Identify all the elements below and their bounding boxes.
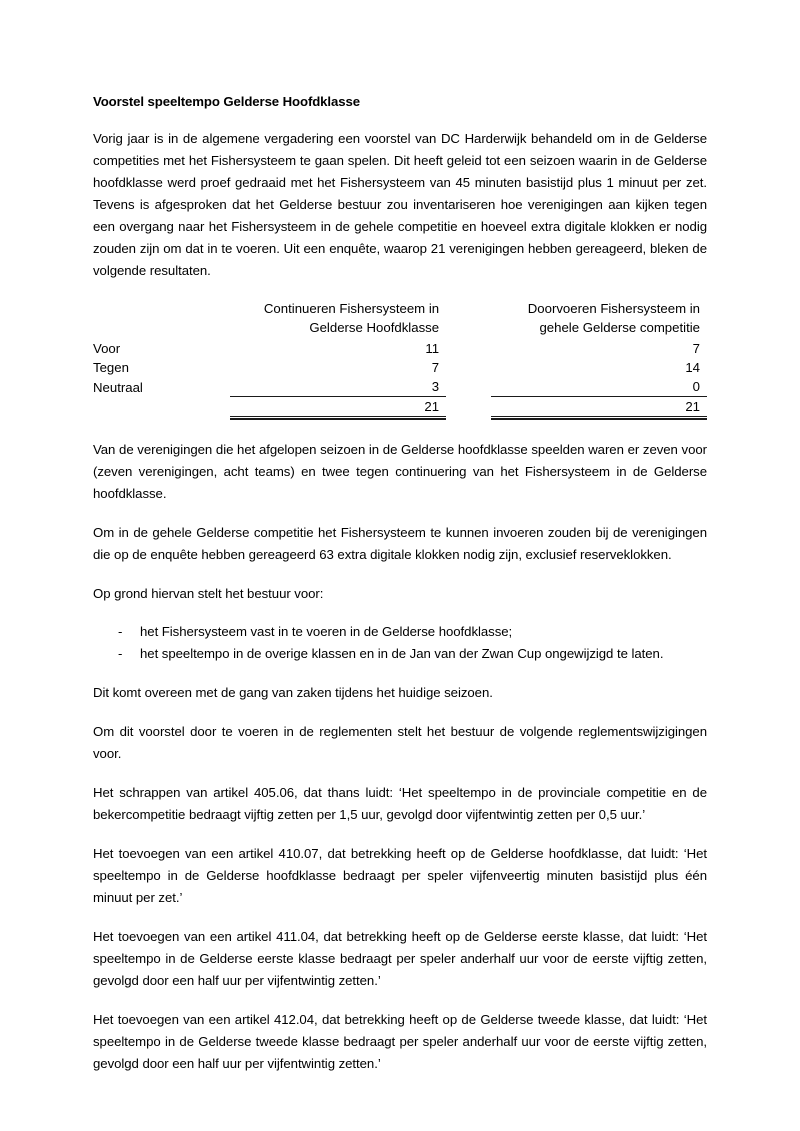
row-label-tegen: Tegen xyxy=(93,360,129,375)
total-col1 xyxy=(230,397,446,417)
header-gap-cell xyxy=(446,299,491,339)
column-header-doorvoeren-line1: Doorvoeren Fishersysteem in xyxy=(527,301,700,316)
paragraph-current-season: Dit komt overeen met de gang van zaken tijdens het huidige seizoen. xyxy=(93,685,493,700)
table-row xyxy=(93,339,707,358)
total-col2 xyxy=(491,397,707,417)
total-col2-double-rule xyxy=(491,418,707,420)
row-label-voor: Voor xyxy=(93,341,121,356)
row-gap-cell xyxy=(446,339,491,358)
row-voor-col2: 7 xyxy=(692,341,700,356)
paragraph-proposal-intro: Op grond hiervan stelt het bestuur voor: xyxy=(93,586,324,601)
list-item-label: het Fishersysteem vast in te voeren in de Gelderse hoofdklasse; xyxy=(140,624,513,639)
table-row xyxy=(93,377,707,397)
paragraph-intro: Vorig jaar is in de algemene vergadering een voorstel van DC Harderwijk behandeld om in de Gelderse competities met het Fishersysteem te gaan spelen. Dit heeft geleid tot een seizoen waarin in de Gelderse hoofdklasse werd proef gedraaid met het Fishersysteem van 45 minuten basistijd plus 1 minuut per zet. Tevens is afgesproken dat het Gelderse bestuur zou inventariseren hoe verenigingen aan kijken tegen een overgang naar het Fishersysteem in de gehele competitie en hoeveel extra digitale klokken er nodig zouden zijn om dat in te voeren. Uit een enquête, waarop 21 verenigingen hebben gereageerd, bleken de volgende resultaten. xyxy=(93,131,707,278)
paragraph-article-412: Het toevoegen van een artikel 412.04, dat betrekking heeft op de Gelderse tweede klasse, dat luidt: ‘Het speeltempo in de Gelderse tweede klasse bedraagt per speler anderhalf uur voor de eerste vijftig zetten, gevolgd door een half uur per vijfentwintig zetten.’ xyxy=(93,1012,707,1071)
row-neutraal-col1: 3 xyxy=(230,377,446,397)
paragraph-article-410: Het toevoegen van een artikel 410.07, dat betrekking heeft op de Gelderse hoofdklasse, dat luidt: ‘Het speeltempo in de Gelderse hoofdklasse bedraagt per speler vijfenveertig minuten basistijd plus één minuut per zet.’ xyxy=(93,846,707,905)
row-tegen-col1: 7 xyxy=(431,360,440,375)
total-col2-value: 21 xyxy=(685,399,700,414)
header-empty-cell xyxy=(93,299,230,339)
row-gap-cell xyxy=(446,377,491,397)
column-header-continueren xyxy=(230,299,446,339)
column-header-continueren-line2: Gelderse Hoofdklasse xyxy=(309,320,440,335)
row-neutraal-col2: 0 xyxy=(491,377,707,397)
total-label xyxy=(93,397,230,417)
column-header-continueren-line1: Continueren Fishersysteem in xyxy=(263,301,440,316)
total-col1-value: 21 xyxy=(424,399,440,414)
table-header xyxy=(93,299,707,339)
column-header-doorvoeren-line2: gehele Gelderse competitie xyxy=(539,320,700,335)
list-item xyxy=(93,621,707,643)
page-title: Voorstel speeltempo Gelderse Hoofdklasse xyxy=(93,94,360,109)
total-gap-cell xyxy=(446,397,491,417)
paragraph-hoofdklasse-results: Van de verenigingen die het afgelopen seizoen in de Gelderse hoofdklasse speelden waren er zeven voor (zeven verenigingen, acht teams) en twee tegen continuering van het Fishersysteem in de Gelderse hoofdklasse. xyxy=(93,442,707,501)
column-header-doorvoeren xyxy=(491,299,707,339)
row-tegen-col2: 14 xyxy=(685,360,700,375)
proposal-list xyxy=(93,621,707,665)
row-label-neutraal: Neutraal xyxy=(93,379,143,395)
row-voor-col1: 11 xyxy=(425,341,440,356)
list-item-label: het speeltempo in de overige klassen en in de Jan van der Zwan Cup ongewijzigd te laten. xyxy=(140,646,664,661)
table-header-row xyxy=(93,299,707,339)
survey-results-table xyxy=(93,299,707,417)
dash-bullet-icon: - xyxy=(118,624,123,639)
paragraph-regulations-intro: Om dit voorstel door te voeren in de reglementen stelt het bestuur de volgende reglementswijzigingen voor. xyxy=(93,724,707,761)
paragraph-klokken-needed: Om in de gehele Gelderse competitie het Fishersysteem te kunnen invoeren zouden bij de verenigingen die op de enquête hebben gereageerd 63 extra digitale klokken nodig zijn, exclusief reserveklokken. xyxy=(93,525,707,562)
list-item xyxy=(93,643,707,665)
table-row xyxy=(93,358,707,377)
row-gap-cell xyxy=(446,358,491,377)
table-total-row xyxy=(93,397,707,417)
paragraph-article-411: Het toevoegen van een artikel 411.04, dat betrekking heeft op de Gelderse eerste klasse, dat luidt: ‘Het speeltempo in de Gelderse eerste klasse bedraagt per speler anderhalf uur voor de eerste vijftig zetten, gevolgd door een half uur per vijfentwintig zetten.’ xyxy=(93,929,707,988)
dash-bullet-icon: - xyxy=(118,646,123,661)
total-col1-double-rule xyxy=(230,418,446,420)
table-body xyxy=(93,339,707,417)
paragraph-article-405: Het schrappen van artikel 405.06, dat thans luidt: ‘Het speeltempo in de provinciale competitie en de bekercompetitie bedraagt vijftig zetten per 1,5 uur, gevolgd door vijfentwintig zetten per 0,5 uur.’ xyxy=(93,785,707,822)
document-body xyxy=(93,94,707,1075)
